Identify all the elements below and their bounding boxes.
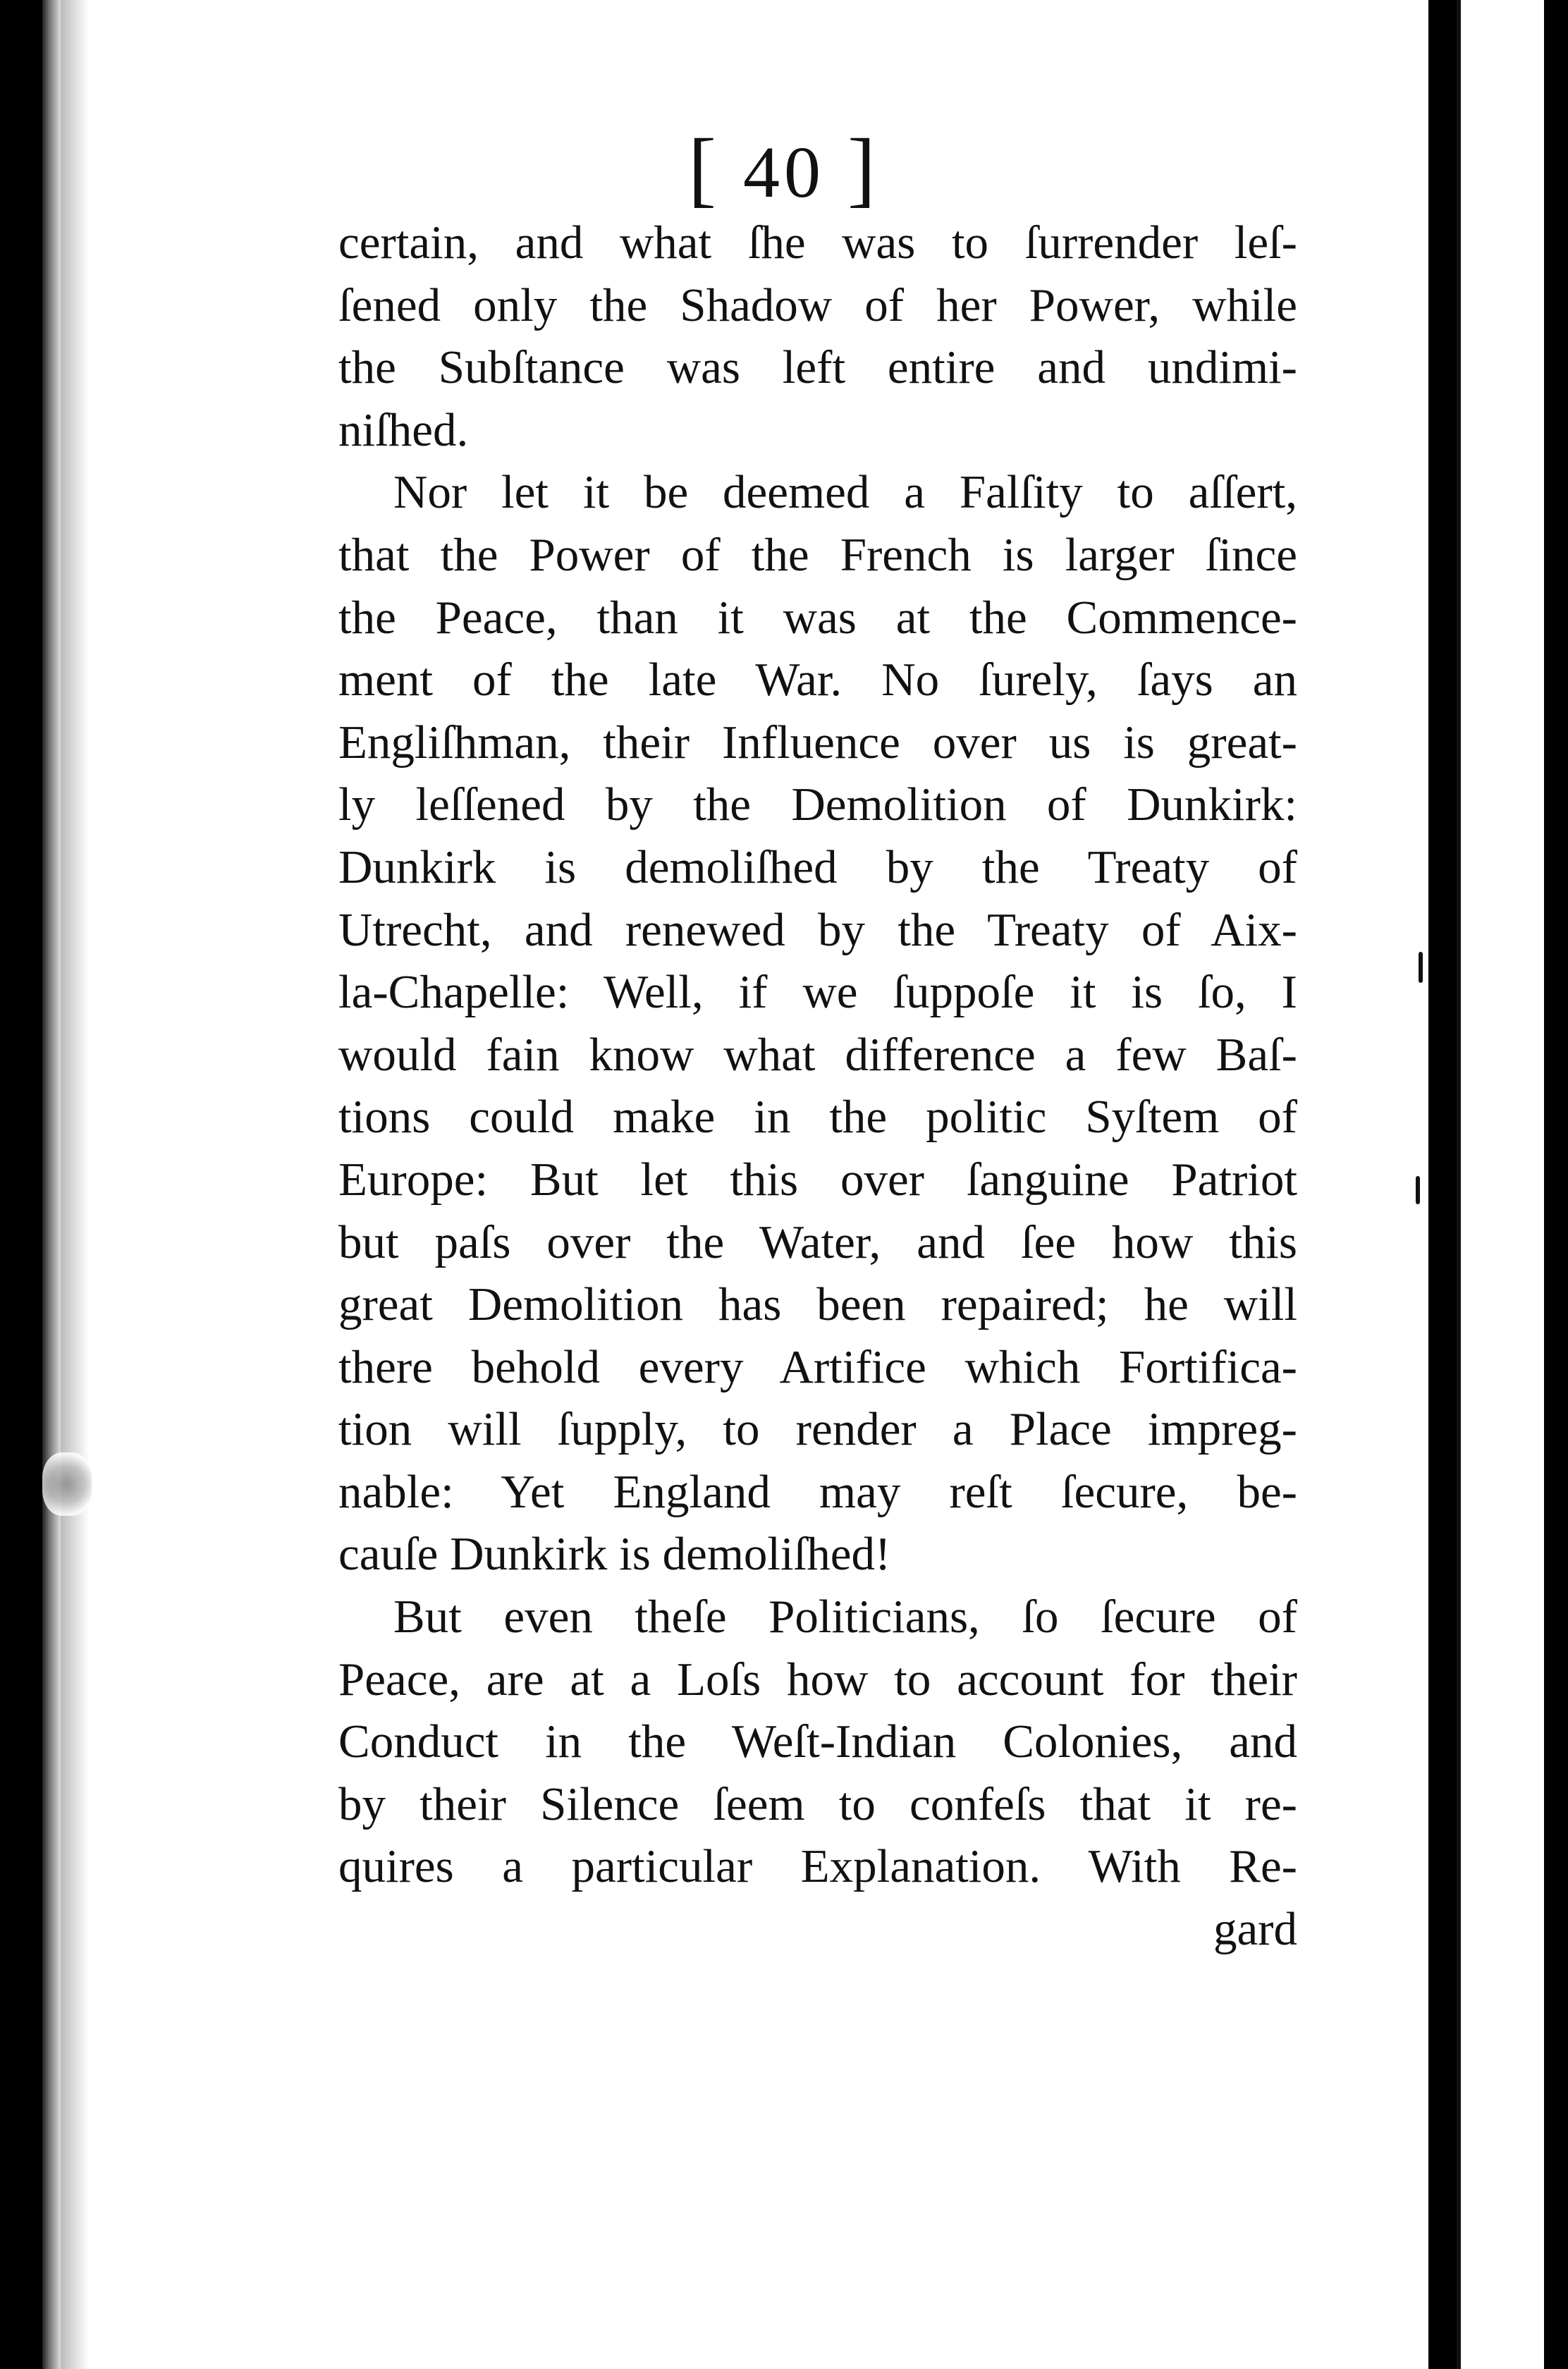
page-number: 40 [743, 132, 825, 213]
text-line: quires a particular Explanation. With Re- [338, 1840, 1297, 1893]
text-line: Peace, are at a Loſs how to account for their [338, 1653, 1297, 1706]
text-line: but paſs over the Water, and ſee how this [338, 1216, 1297, 1268]
text-line: certain, and what ſhe was to ſurrender leſ- [338, 216, 1297, 269]
text-line: la-Chapelle: Well, if we ſuppoſe it is ſo, I [338, 966, 1297, 1019]
text-line: But even theſe Politicians, ſo ſecure of [393, 1591, 1297, 1643]
text-line: Europe: But let this over ſanguine Patriot [338, 1153, 1297, 1206]
gutter-shadow [61, 0, 89, 2369]
binding-gutter [42, 0, 61, 2369]
header-bracket-close: ] [847, 121, 880, 215]
text-line: tions could make in the politic Syſtem of [338, 1091, 1297, 1144]
text-line: Engliſhman, their Influence over us is great- [338, 716, 1297, 769]
margin-mark [1416, 1176, 1420, 1204]
text-line: cauſe Dunkirk is demoliſhed! [338, 1528, 891, 1581]
text-line: Utrecht, and renewed by the Treaty of Aix- [338, 903, 1297, 956]
page-header [0, 120, 1568, 217]
text-line: ment of the late War. No ſurely, ſays an [338, 654, 1297, 706]
body-text [338, 212, 1297, 1961]
text-line: the Peace, than it was at the Commence- [338, 591, 1297, 644]
text-line: Nor let it be deemed a Falſity to aſſert, [393, 466, 1297, 519]
right-scan-border [1544, 0, 1568, 2369]
text-line: the Subſtance was left entire and undimi- [338, 341, 1297, 394]
paper-blemish [42, 1452, 92, 1516]
text-line: would fain know what difference a few Baſ- [338, 1028, 1297, 1081]
text-line: ly leſſened by the Demolition of Dunkirk: [338, 778, 1297, 831]
text-line: there behold every Artifice which Fortifica- [338, 1340, 1297, 1393]
text-line: ſened only the Shadow of her Power, while [338, 278, 1297, 331]
text-line: by their Silence ſeem to confeſs that it re- [338, 1777, 1297, 1830]
next-page-edge [1457, 0, 1548, 2369]
catchword: gard [1213, 1903, 1297, 1956]
text-line: nable: Yet England may reſt ſecure, be- [338, 1465, 1297, 1518]
text-line: Conduct in the Weſt-Indian Colonies, and [338, 1715, 1297, 1768]
text-line: niſhed. [338, 403, 469, 456]
text-line: that the Power of the French is larger ſince [338, 528, 1297, 581]
right-edge-band [1428, 0, 1457, 2369]
header-bracket-open: [ [688, 121, 721, 215]
text-line: great Demolition has been repaired; he will [338, 1278, 1297, 1331]
text-line: Dunkirk is demoliſhed by the Treaty of [338, 840, 1297, 893]
text-line: tion will ſupply, to render a Place impreg- [338, 1403, 1297, 1456]
margin-mark [1419, 952, 1423, 983]
